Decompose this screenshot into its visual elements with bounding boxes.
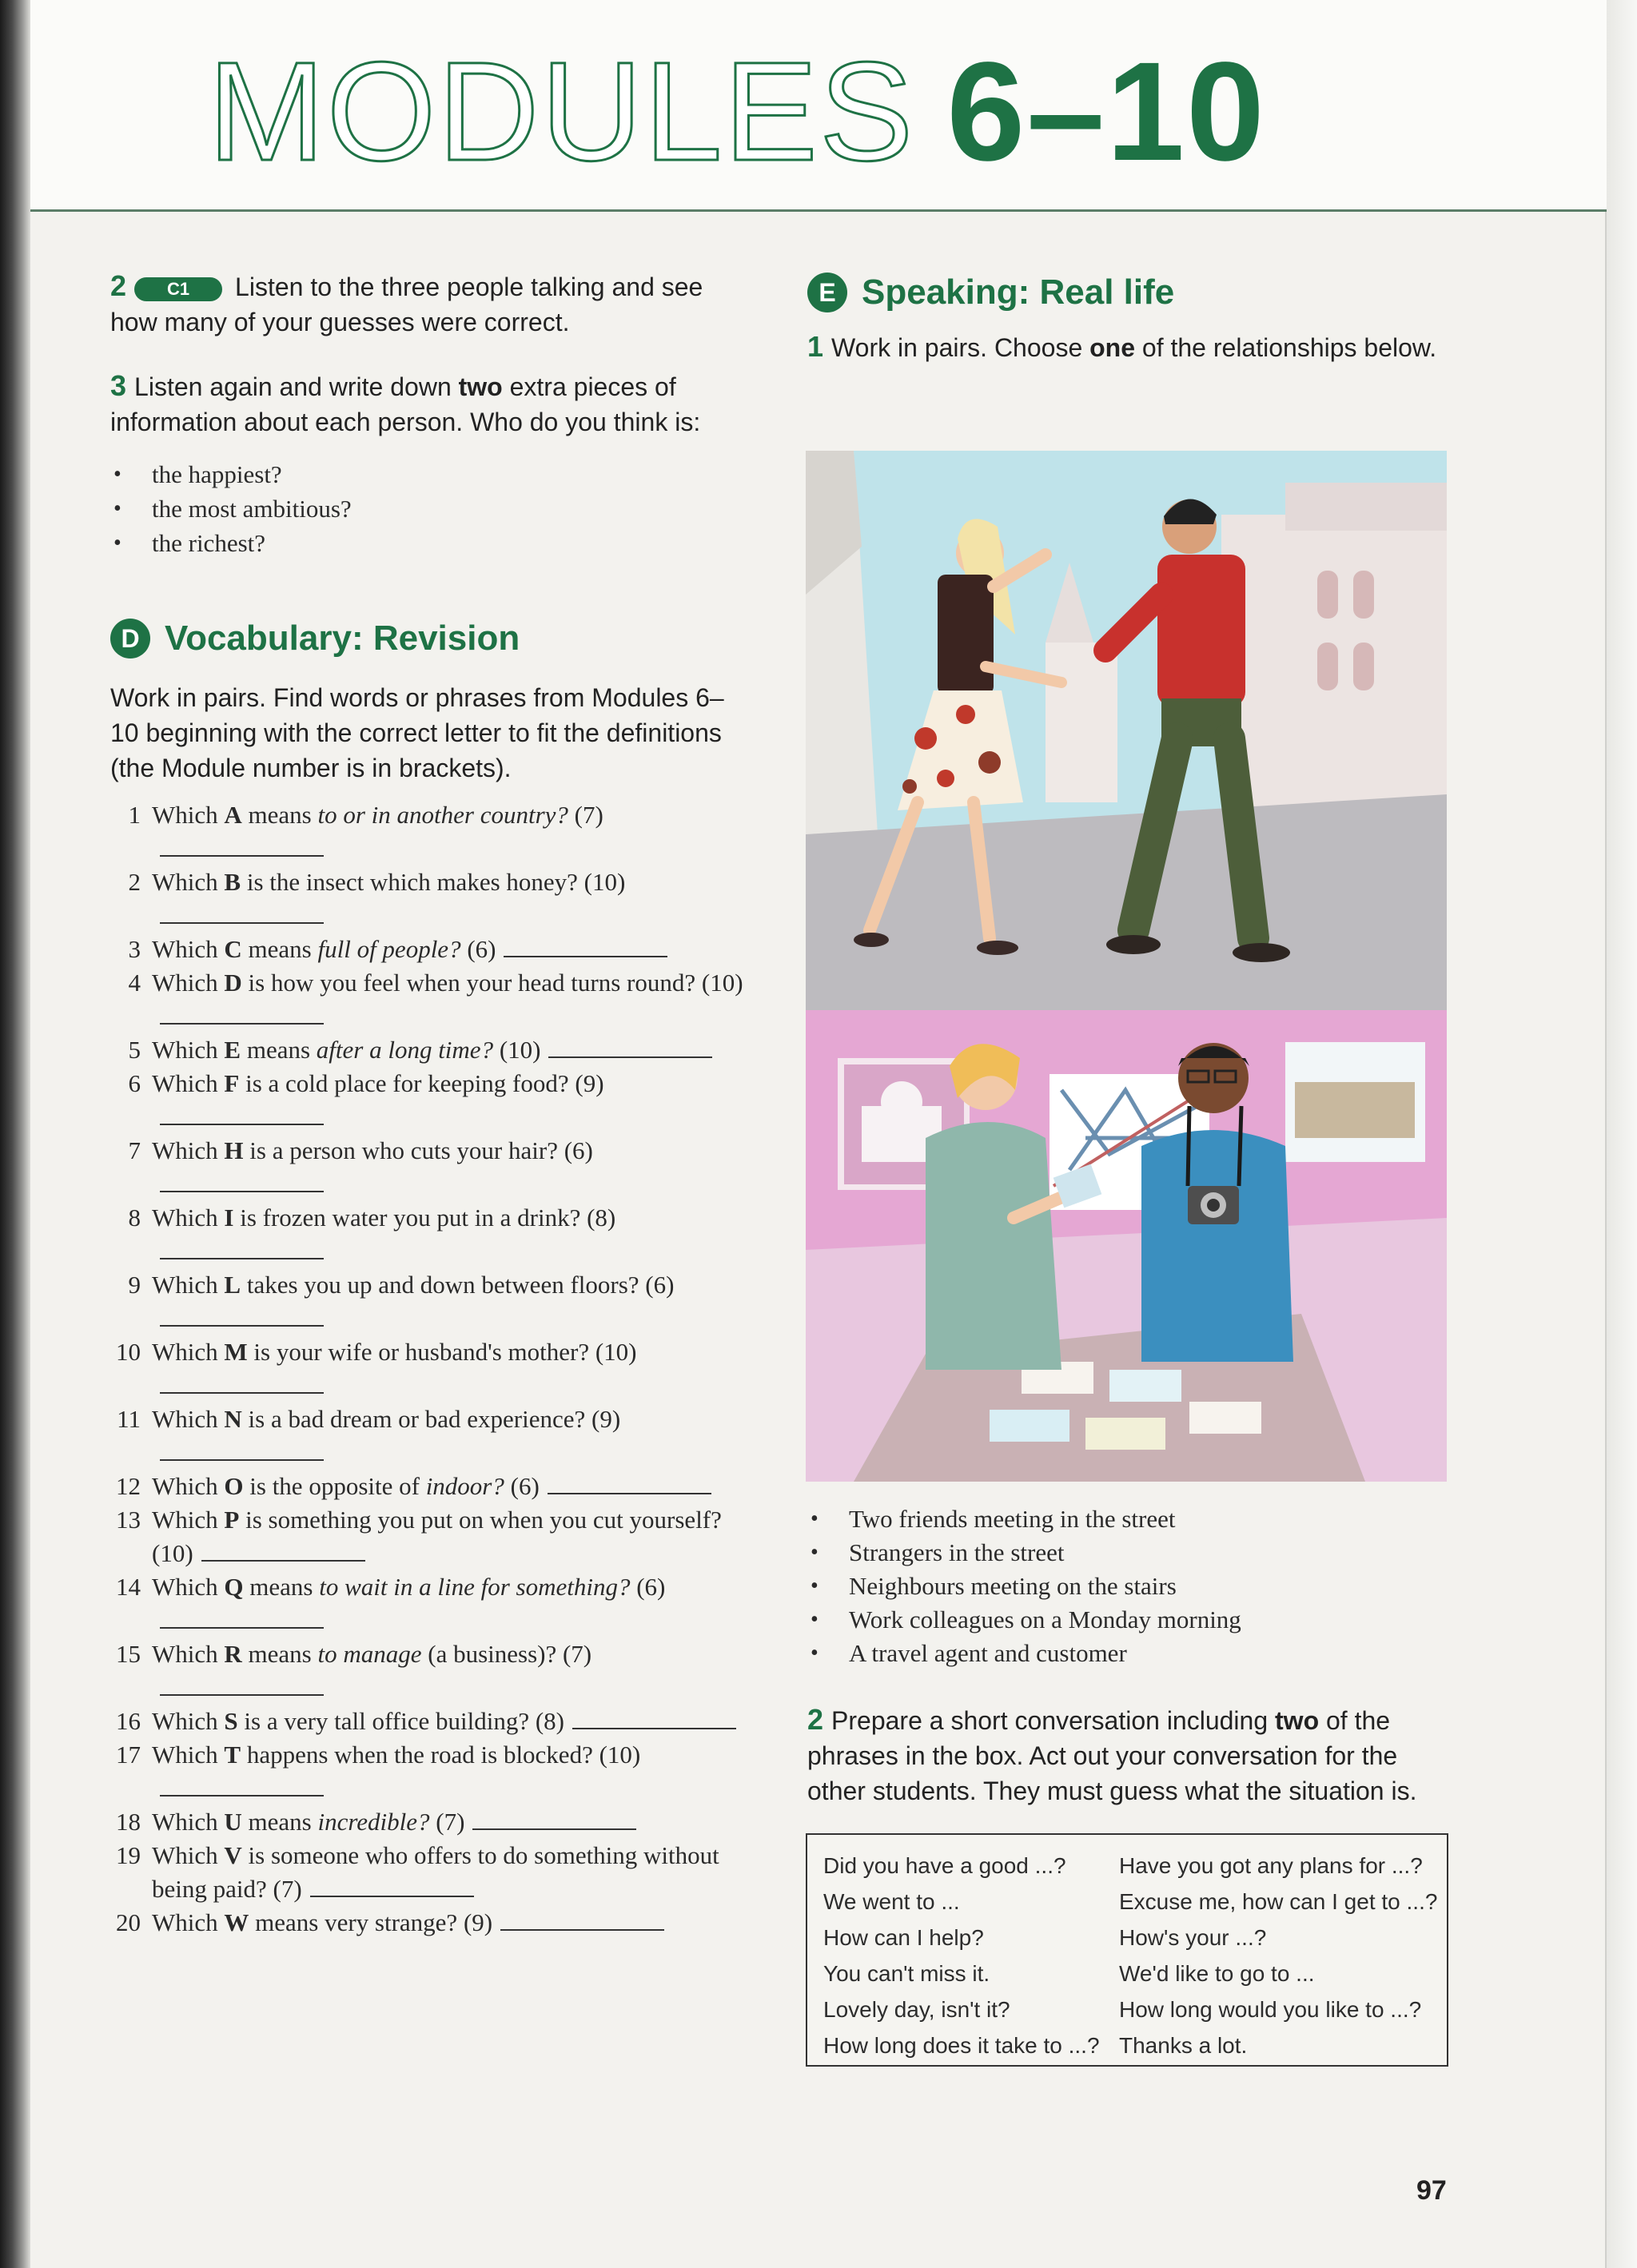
vocabulary-question (110, 1403, 750, 1470)
question-text: is something you put on when you cut yourself? (245, 1506, 722, 1534)
question-text: Which (152, 1136, 218, 1164)
vocabulary-question (110, 1503, 750, 1570)
question-letter: D (224, 969, 242, 997)
exercise-e1 (807, 329, 1447, 365)
question-text: Which (152, 1204, 218, 1231)
question-text: Which (152, 1036, 218, 1064)
question-letter: E (224, 1036, 241, 1064)
question-letter: C (224, 935, 242, 963)
relationship-list (807, 1502, 1447, 1670)
question-letter: U (224, 1808, 242, 1836)
exercise-number: 2 (110, 269, 127, 302)
exercise-c3 (110, 368, 750, 440)
module-number: (10) (499, 1036, 541, 1064)
question-number: 4 (128, 969, 141, 997)
vocabulary-question (110, 1738, 750, 1805)
phrase: Excuse me, how can I get to ...? (1119, 1889, 1438, 1914)
answer-blank[interactable] (160, 1675, 324, 1696)
phrase: Lovely day, isn't it? (823, 1997, 1010, 2022)
list-item: • the happiest? (110, 457, 750, 491)
section-title: Vocabulary: Revision (165, 619, 520, 658)
question-number: 18 (116, 1808, 141, 1836)
module-number: (9) (575, 1069, 604, 1097)
question-text: Which (152, 969, 218, 997)
answer-blank[interactable] (504, 937, 667, 957)
page-edge (1605, 0, 1637, 2268)
vocabulary-question (110, 1805, 750, 1839)
vocabulary-question (110, 1906, 750, 1940)
question-number: 7 (128, 1136, 141, 1164)
answer-blank[interactable] (472, 1809, 636, 1830)
vocabulary-question (110, 1705, 750, 1738)
answer-blank[interactable] (548, 1037, 712, 1058)
question-text: is the insect which makes honey? (246, 868, 578, 896)
exercise-e2 (807, 1702, 1447, 1808)
answer-blank[interactable] (310, 1876, 474, 1897)
exercise-text-bold: two (1275, 1706, 1320, 1735)
vocabulary-question (110, 1570, 750, 1637)
vocabulary-question (110, 933, 750, 966)
question-letter: T (224, 1741, 241, 1769)
question-number: 3 (128, 935, 141, 963)
exercise-text: extra pieces of information about each person. Who do you think is: (110, 372, 701, 436)
phrase: How can I help? (823, 1925, 984, 1950)
module-number: (10) (599, 1741, 641, 1769)
answer-blank[interactable] (160, 903, 324, 924)
question-text: is a person who cuts your hair? (249, 1136, 558, 1164)
question-text: Which (152, 1405, 218, 1433)
question-number: 14 (116, 1573, 141, 1601)
exercise-text: Prepare a short conversation including (831, 1706, 1269, 1735)
question-number: 10 (116, 1338, 141, 1366)
phrase: How long does it take to ...? (823, 2033, 1100, 2058)
answer-blank[interactable] (160, 1608, 324, 1629)
vocabulary-question (110, 1637, 750, 1705)
question-letter: N (224, 1405, 242, 1433)
question-text: Which (152, 1908, 218, 1936)
exercise-text-bold: one (1089, 333, 1136, 362)
exercise-number: 3 (110, 369, 127, 402)
question-number: 20 (116, 1908, 141, 1936)
answer-blank[interactable] (160, 836, 324, 857)
phrase-box (806, 1833, 1448, 2067)
question-text: Which (152, 801, 218, 829)
list-item: • Neighbours meeting on the stairs (807, 1570, 1447, 1603)
question-number: 16 (116, 1707, 141, 1735)
answer-blank[interactable] (548, 1474, 711, 1494)
answer-blank[interactable] (160, 1776, 324, 1796)
right-column (807, 269, 1447, 365)
title-number-range: 6–10 (946, 34, 1266, 190)
list-item: • Strangers in the street (807, 1536, 1447, 1570)
module-number: (6) (636, 1573, 666, 1601)
question-bullets (110, 457, 750, 560)
question-text: is your wife or husband's mother? (253, 1338, 590, 1366)
vocabulary-question (110, 1335, 750, 1403)
question-text: takes you up and down between floors? (246, 1271, 639, 1299)
question-letter: S (224, 1707, 238, 1735)
question-letter: H (224, 1136, 244, 1164)
module-number: (7) (574, 801, 603, 829)
question-text: is how you feel when your head turns round? (248, 969, 696, 997)
vocabulary-question (110, 865, 750, 933)
answer-blank[interactable] (160, 1373, 324, 1394)
question-italic: incredible? (317, 1808, 430, 1836)
vocabulary-question (110, 1268, 750, 1335)
question-number: 17 (116, 1741, 141, 1769)
question-text: is a bad dream or bad experience? (248, 1405, 586, 1433)
phrase: You can't miss it. (823, 1961, 990, 1986)
question-letter: V (224, 1841, 242, 1869)
question-number: 19 (116, 1841, 141, 1869)
question-italic: to or in another country? (317, 801, 568, 829)
question-text: Which (152, 1271, 218, 1299)
exercise-text: of the phrases in the box. Act out your conversation for the other students. They must guess what the situation is. (807, 1706, 1417, 1805)
question-letter: B (224, 868, 241, 896)
question-letter: I (224, 1204, 234, 1231)
question-number: 12 (116, 1472, 141, 1500)
question-italic: to manage (317, 1640, 422, 1668)
question-text: Which (152, 1069, 218, 1097)
module-number: (6) (564, 1136, 593, 1164)
question-letter: Q (224, 1573, 244, 1601)
phrase: We went to ... (823, 1889, 960, 1914)
question-text: Which (152, 1707, 218, 1735)
exercise-text: Work in pairs. Choose (831, 333, 1083, 362)
vocabulary-question (110, 966, 750, 1033)
illustration (806, 451, 1447, 1482)
answer-blank[interactable] (160, 1239, 324, 1259)
question-text: means very strange? (255, 1908, 458, 1936)
list-item: • the most ambitious? (110, 491, 750, 526)
module-number: (7) (436, 1808, 465, 1836)
question-letter: A (224, 801, 242, 829)
exercise-text: Listen to the three people talking and see how many of your guesses were correct. (110, 273, 703, 336)
section-title: Speaking: Real life (862, 273, 1175, 312)
question-letter: R (224, 1640, 242, 1668)
answer-blank[interactable] (201, 1541, 365, 1562)
module-number: (6) (645, 1271, 675, 1299)
module-number: (10) (701, 969, 743, 997)
phrase: Have you got any plans for ...? (1119, 1853, 1423, 1878)
exercise-text: of the relationships below. (1141, 333, 1437, 362)
question-italic: to wait in a line for something? (319, 1573, 631, 1601)
answer-blank[interactable] (160, 1172, 324, 1192)
question-text: is frozen water you put in a drink? (240, 1204, 581, 1231)
question-number: 9 (128, 1271, 141, 1299)
question-text: means (248, 935, 312, 963)
question-text: is a very tall office building? (244, 1707, 530, 1735)
question-text: Which (152, 1808, 218, 1836)
question-letter: O (224, 1472, 244, 1500)
question-number: 1 (128, 801, 141, 829)
book-spine-shadow (0, 0, 30, 2268)
question-text: Which (152, 1741, 218, 1769)
title-outline-text: MODULES (208, 34, 915, 190)
question-text: Which (152, 1640, 218, 1668)
module-number: (6) (467, 935, 496, 963)
module-number: (9) (591, 1405, 621, 1433)
vocabulary-question (110, 1134, 750, 1201)
question-italic: indoor? (425, 1472, 504, 1500)
exercise-number: 1 (807, 330, 824, 363)
question-letter: M (224, 1338, 248, 1366)
module-number: (9) (463, 1908, 493, 1936)
question-italic: after a long time? (316, 1036, 494, 1064)
question-letter: P (224, 1506, 240, 1534)
question-number: 15 (116, 1640, 141, 1668)
exercise-text-bold: two (458, 372, 503, 401)
answer-blank[interactable] (160, 1004, 324, 1025)
module-number: (10) (152, 1539, 193, 1567)
list-item: • Work colleagues on a Monday morning (807, 1603, 1447, 1637)
left-column (110, 269, 750, 1940)
question-text: (a business)? (428, 1640, 557, 1668)
section-d-heading (110, 615, 750, 662)
question-text: means (248, 801, 312, 829)
list-item: • Two friends meeting in the street (807, 1502, 1447, 1536)
module-number: (8) (535, 1707, 564, 1735)
question-text: Which (152, 1506, 218, 1534)
vocabulary-questions (110, 798, 750, 1940)
vocabulary-question (110, 1201, 750, 1268)
module-number: (10) (595, 1338, 637, 1366)
answer-blank[interactable] (500, 1910, 664, 1931)
question-text: is the opposite of (249, 1472, 420, 1500)
question-letter: L (224, 1271, 241, 1299)
list-item: • the richest? (110, 526, 750, 560)
phrase: We'd like to go to ... (1119, 1961, 1315, 1986)
section-d-intro: Work in pairs. Find words or phrases from Modules 6–10 beginning with the correct letter to fit the definitions (the Module number is in brackets). (110, 683, 724, 782)
question-text: means (246, 1036, 311, 1064)
question-text: is someone who offers to do something without being paid? (152, 1841, 719, 1903)
question-number: 2 (128, 868, 141, 896)
question-text: Which (152, 935, 218, 963)
cd-track-badge: C1 (134, 277, 222, 301)
answer-blank[interactable] (572, 1709, 736, 1729)
vocabulary-question (110, 1839, 750, 1906)
section-letter-badge: E (807, 273, 847, 312)
phrase: How long would you like to ...? (1119, 1997, 1422, 2022)
question-text: means (248, 1808, 312, 1836)
vocabulary-question (110, 1067, 750, 1134)
question-number: 8 (128, 1204, 141, 1231)
list-item: • A travel agent and customer (807, 1637, 1447, 1670)
vocabulary-question (110, 1470, 750, 1503)
question-text: Which (152, 1472, 218, 1500)
question-letter: W (224, 1908, 249, 1936)
question-text: happens when the road is blocked? (246, 1741, 593, 1769)
section-letter-badge: D (110, 619, 150, 659)
question-text: Which (152, 1841, 218, 1869)
module-number: (8) (587, 1204, 616, 1231)
answer-blank[interactable] (160, 1104, 324, 1125)
question-text: means (248, 1640, 312, 1668)
exercise-number: 2 (807, 1703, 824, 1736)
module-number: (7) (562, 1640, 592, 1668)
answer-blank[interactable] (160, 1440, 324, 1461)
question-number: 6 (128, 1069, 141, 1097)
question-text: Which (152, 1573, 218, 1601)
page-number: 97 (1416, 2175, 1447, 2206)
question-number: 11 (117, 1405, 141, 1433)
phrase: Thanks a lot. (1119, 2033, 1248, 2058)
module-number: (10) (584, 868, 626, 896)
vocabulary-question (110, 1033, 750, 1067)
question-letter: F (224, 1069, 240, 1097)
exercise-text: Listen again and write down (134, 372, 452, 401)
page-title (208, 32, 1266, 192)
exercise-c2 (110, 269, 750, 340)
question-italic: full of people? (317, 935, 461, 963)
question-text: Which (152, 868, 218, 896)
phrase: How's your ...? (1119, 1925, 1267, 1950)
module-number: (7) (273, 1875, 302, 1903)
illustration-art (806, 451, 1447, 1482)
question-number: 5 (128, 1036, 141, 1064)
phrase: Did you have a good ...? (823, 1853, 1066, 1878)
vocabulary-question (110, 798, 750, 865)
module-number: (6) (510, 1472, 540, 1500)
question-text: Which (152, 1338, 218, 1366)
question-text: means (249, 1573, 313, 1601)
section-e-heading (807, 269, 1447, 316)
question-number: 13 (116, 1506, 141, 1534)
answer-blank[interactable] (160, 1306, 324, 1327)
question-text: is a cold place for keeping food? (245, 1069, 569, 1097)
